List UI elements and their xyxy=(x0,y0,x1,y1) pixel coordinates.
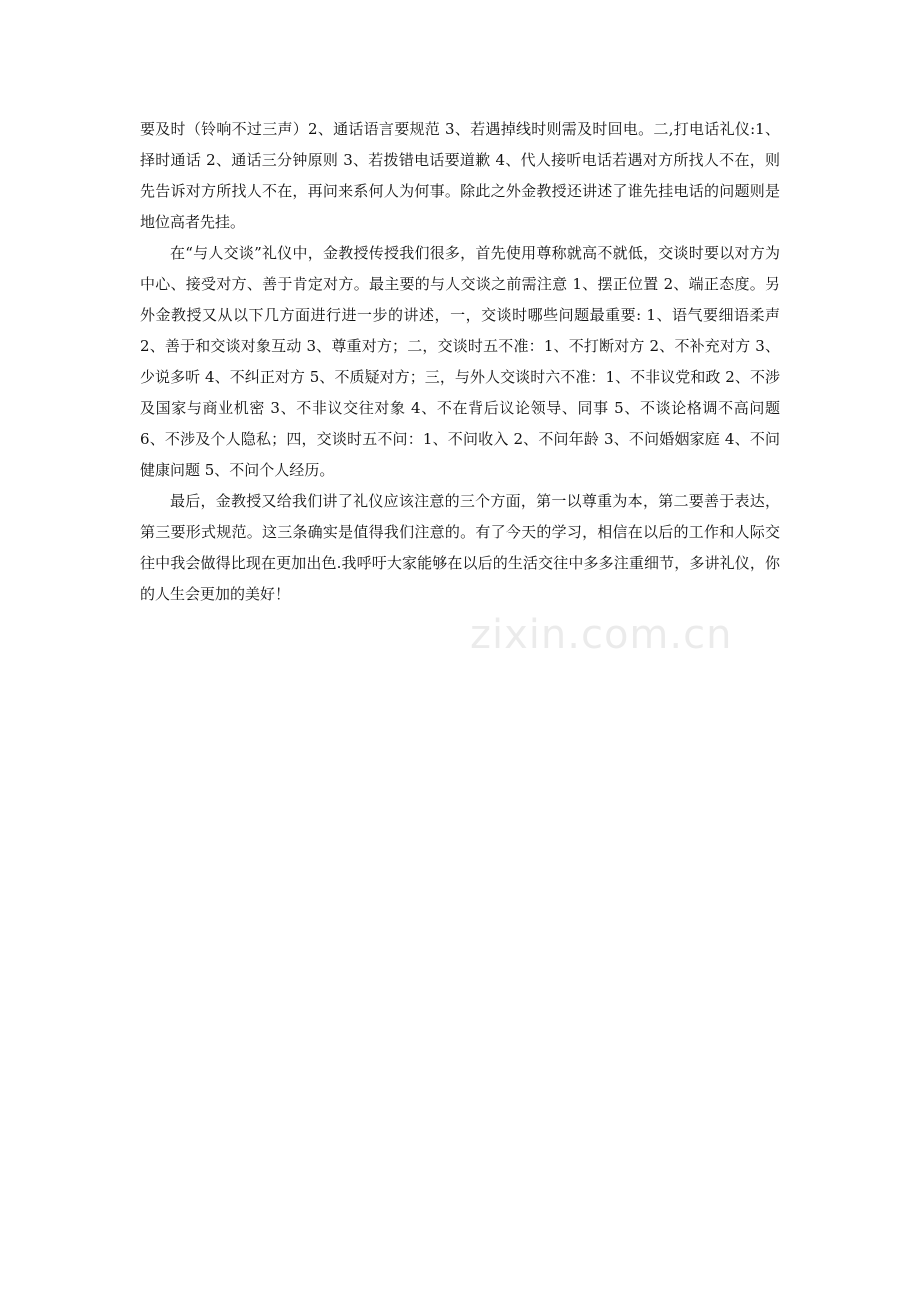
paragraph-1: 要及时（铃响不过三声）2、通话语言要规范 3、若遇掉线时则需及时回电。二,打电话礼仪:1、择时通话 2、通话三分钟原则 3、若拨错电话要道歉 4、代人接听电话若遇对方所找人不在，则先告诉对方所找人不在，再问来系何人为何事。除此之外金教授还讲述了谁先挂电话的问题则是地位高者先挂。 xyxy=(140,120,780,231)
document-body xyxy=(140,114,780,610)
watermark: zixin.com.cn xyxy=(470,612,733,658)
paragraph-2: 在“与人交谈”礼仪中，金教授传授我们很多，首先使用尊称就高不就低，交谈时要以对方为中心、接受对方、善于肯定对方。最主要的与人交谈之前需注意 1、摆正位置 2、端正态度。另外金教授又从以下几方面进行进一步的讲述，一，交谈时哪些问题最重要: 1、语气要细语柔声 2、善于和交谈对象互动 3、尊重对方；二，交谈时五不准：1、不打断对方 2、不补充对方 3、少说多听 4、不纠正对方 5、不质疑对方；三，与外人交谈时六不准：1、不非议党和政 2、不涉及国家与商业机密 3、不非议交往对象 4、不在背后议论领导、同事 5、不谈论格调不高问题 6、不涉及个人隐私；四，交谈时五不问：1、不问收入 2、不问年龄 3、不问婚姻家庭 4、不问健康问题 5、不问个人经历。 xyxy=(140,244,780,479)
paragraph-3: 最后，金教授又给我们讲了礼仪应该注意的三个方面，第一以尊重为本，第二要善于表达，第三要形式规范。这三条确实是值得我们注意的。有了今天的学习，相信在以后的工作和人际交往中我会做得比现在更加出色.我呼吁大家能够在以后的生活交往中多多注重细节，多讲礼仪，你的人生会更加的美好！ xyxy=(140,492,780,603)
